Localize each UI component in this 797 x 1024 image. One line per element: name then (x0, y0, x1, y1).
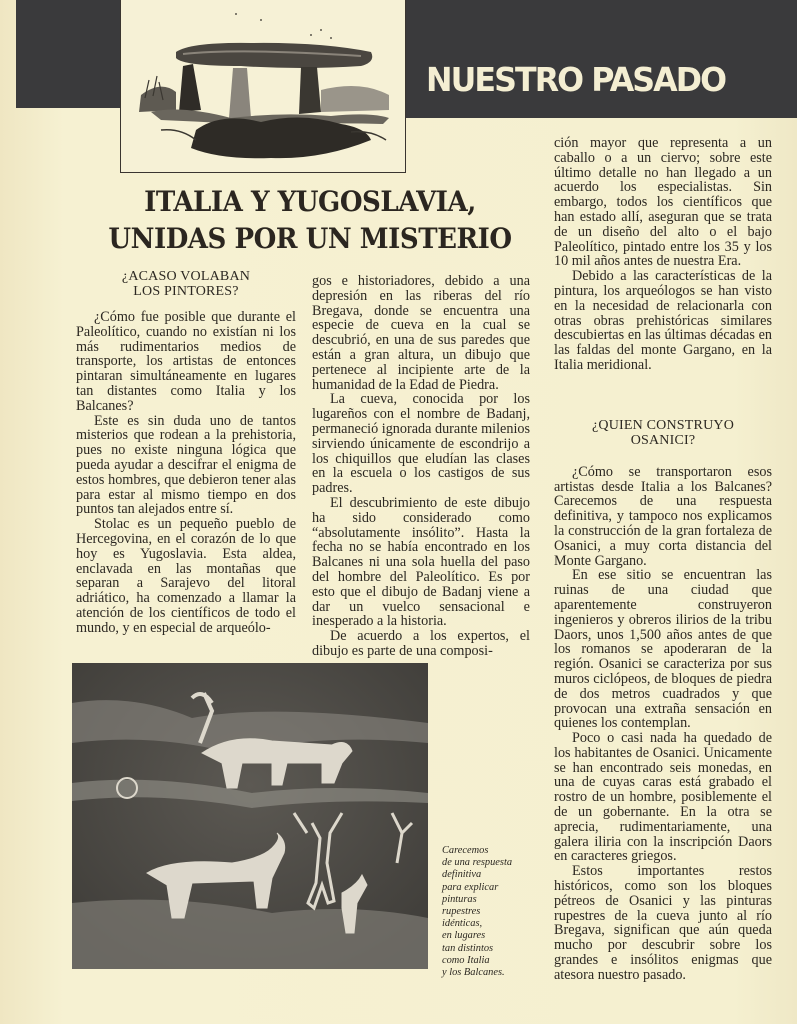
header-banner-right (406, 0, 797, 118)
photo-caption (442, 845, 537, 979)
right-column (554, 136, 772, 983)
headline-line-1: ITALIA Y YUGOSLAVIA, (144, 185, 476, 218)
subhead-quien-construyo (554, 418, 772, 448)
paragraph: Poco o casi nada ha quedado de los habitantes de Osanici. Unicamente se han encontrado seis monedas, en una de cuyas caras está grabado el rostro de un hombre, posiblemente el de un gobernante. En la otra se aprecia, rudimentariamente, una galera iliria con la inscripción Daors en caracteres griegos. (554, 730, 772, 865)
headline-line-2: UNIDAS POR UN MISTERIO (108, 222, 512, 255)
paragraph: ción mayor que representa a un caballo o a un ciervo; sobre este último detalle no han llegado a un acuerdo los especialistas. Sin embargo, todos los científicos que han estado allí, aseguran que se trata de un diseño del alto o el bajo Paleolítico, pintado entre los 35 y los 10 mil años antes de nuestra Era. (554, 135, 772, 270)
paragraph: Debido a las características de la pintura, los arqueólogos se han visto en la necesidad de relacionarla con otras obras prehistóricas similares descubiertas en las últimas décadas en las faldas del monte Gargano, en la Italia meridional. (554, 268, 772, 373)
subhead-acaso-volaban (76, 269, 296, 299)
caption-line: y los Balcanes. (442, 967, 505, 979)
subhead-line: ¿ACASO VOLABAN (121, 269, 251, 284)
paragraph: Stolac es un pequeño pueblo de Hercegovina, en el corazón de lo que hoy es Yugoslavia. Esta aldea, enclavada en las montañas que separan a Sarajevo del litoral adriático, ha comenzado a llamar la atención de los científicos de todo el mundo, y en especial de arqueólo- (76, 516, 296, 636)
caption-line: definitiva (442, 869, 482, 881)
left-column (76, 310, 296, 636)
caption-line: para explicar (442, 881, 499, 893)
caption-line: idénticas, (442, 918, 483, 930)
caption-line: como Italia (442, 954, 490, 966)
paragraph: El descubrimiento de este dibujo ha sido considerado como “absolutamente insólito”. Hasta la fecha no se había encontrado en los Balcanes ni una sola huella del paso del hombre del Paleolítico. Es por esto que el dibujo de Badanj viene a dar un vuelco sensacional e inesperado a la historia. (312, 494, 530, 630)
paragraph: De acuerdo a los expertos, el dibujo es parte de una composi- (312, 628, 530, 659)
paragraph: gos e historiadores, debido a una depresión en las riberas del río Bregava, donde se encuentra una especie de cueva en la cual se descubrió, en una de sus paredes que están a gran altura, un dibujo que pertenece al incipiente arte de la humanidad de la Edad de Piedra. (312, 273, 530, 393)
cave-painting-image-icon (72, 663, 428, 969)
caption-line: en lugares (442, 930, 486, 942)
dolmen-illustration (120, 0, 406, 173)
caption-line: rupestres (442, 906, 481, 918)
subhead-line: LOS PINTORES? (133, 284, 239, 299)
subhead-line: OSANICI? (630, 432, 696, 448)
caption-line: de una respuesta (442, 857, 513, 869)
middle-column (312, 274, 530, 659)
paragraph: En ese sitio se encuentran las ruinas de una ciudad que aparentemente construyeron ingenieros y obreros ilirios de la tribu Daors, unos 1,500 años antes de que los romanos se apoderaran de la región. Osanici se caracteriza por sus muros ciclópeos, de bloques de piedra de dos metros cuadrados y que provocan una extraña sensación en quienes los contemplan. (554, 567, 772, 732)
section-title: NUESTRO PASADO (426, 60, 726, 99)
dolmen-drawing-icon (121, 0, 405, 172)
paragraph: Este es sin duda uno de tantos misterios que rodean a la prehistoria, pues no existe ninguna lógica que pueda ayudar a descifrar el enigma de estos hombres, que debieron tener alas para estar al mismo tiempo en dos puntos tan alejados entre sí. (76, 412, 296, 518)
cave-painting-photo (72, 663, 428, 969)
caption-line: tan distintos (442, 942, 494, 954)
paragraph: Estos importantes restos históricos, como son los bloques pétreos de Osanici y las pinturas rupestres de la cueva junto al río Bregava, significan que aún queda mucho por descubrir sobre los grandes e insólitos enigmas que atesora nuestro pasado. (554, 863, 772, 983)
paragraph: ¿Cómo fue posible que durante el Paleolítico, cuando no existían ni los más rudimentarios medios de transporte, los artistas de entonces pintaran simultáneamente en lugares tan distantes como Italia y los Balcanes? (76, 309, 296, 414)
paragraph: La cueva, conocida por los lugareños con el nombre de Badanj, permaneció ignorada durante milenios sirviendo únicamente de escondrijo a los chiquillos que eludían las clases en la escuela o los castigos de sus padres. (312, 391, 530, 497)
header-banner-left (16, 0, 126, 108)
caption-line: Carecemos (442, 845, 489, 856)
paragraph: ¿Cómo se transportaron esos artistas desde Italia a los Balcanes? Carecemos de una respuesta definitiva, y tampoco nos explicamos la construcción de la gran fortaleza de Osanici, a muy corta distancia del Monte Gargano. (554, 463, 772, 569)
subhead-line: ¿QUIEN CONSTRUYO (591, 417, 735, 433)
caption-line: pinturas (442, 893, 477, 905)
